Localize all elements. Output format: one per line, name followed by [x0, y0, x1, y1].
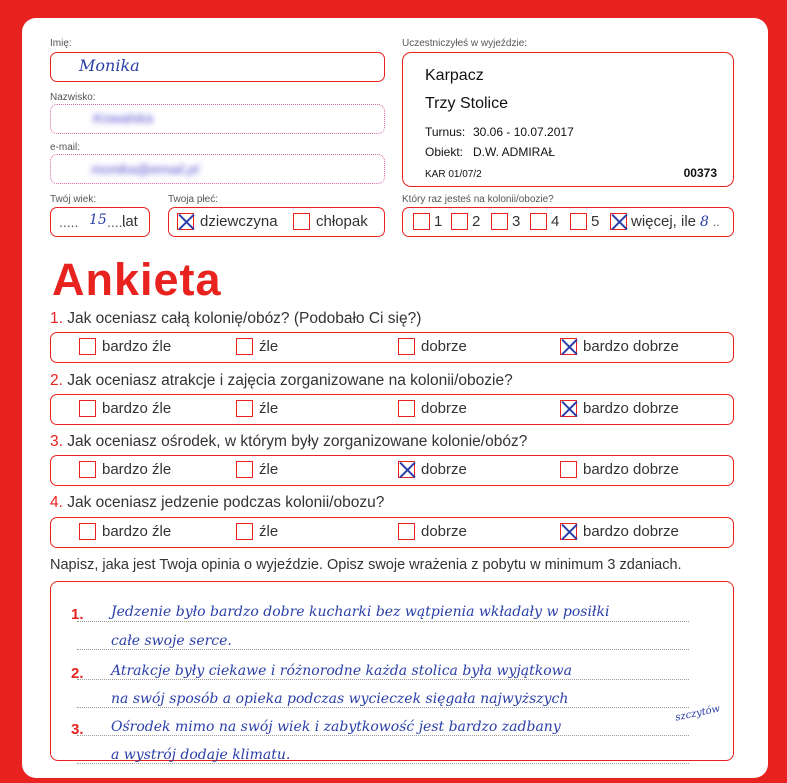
checkbox-count-more[interactable] — [610, 213, 627, 230]
answer-option-q3-1[interactable] — [79, 461, 171, 478]
question-1-num: 1. — [50, 310, 63, 327]
opinion-num-3: 3. — [71, 721, 84, 738]
name-field[interactable] — [50, 52, 385, 82]
answer-label: dobrze — [421, 338, 467, 355]
email-label: e-mail: — [50, 142, 81, 153]
age-dots: ..... — [59, 214, 79, 230]
answer-label: bardzo dobrze — [583, 523, 679, 540]
question-2-num: 2. — [50, 372, 63, 389]
checkbox-q4-1[interactable] — [79, 523, 96, 540]
trip-object-value: D.W. ADMIRAŁ — [473, 145, 556, 159]
answer-label: bardzo źle — [102, 400, 172, 417]
checkbox-q4-3[interactable] — [398, 523, 415, 540]
opinion-num-1: 1. — [71, 606, 84, 623]
opinion-text-4: na swój sposób a opieka podczas wycieczek sięgała najwyższych — [111, 691, 569, 707]
checkbox-q2-4[interactable] — [560, 400, 577, 417]
opinion-text-3: Atrakcje były ciekawe i różnorodne każda stolica była wyjątkowa — [111, 663, 573, 679]
checkbox-count-3[interactable] — [491, 213, 508, 230]
answer-option-q4-2[interactable] — [236, 523, 278, 540]
answer-label: źle — [259, 338, 279, 355]
answer-label: źle — [259, 523, 279, 540]
count-more-dots: .. — [712, 214, 720, 229]
count-1-label: 1 — [434, 213, 443, 230]
survey-title: Ankieta — [52, 254, 222, 305]
question-1-text: Jak oceniasz całą kolonię/obóz? (Podobało Ci się?) — [67, 310, 422, 327]
trip-number: 00373 — [683, 166, 717, 180]
count-option-1[interactable] — [413, 213, 442, 230]
answer-label: bardzo dobrze — [583, 400, 679, 417]
trip-info-box — [402, 52, 734, 187]
checkbox-q1-4[interactable] — [560, 338, 577, 355]
answer-label: dobrze — [421, 523, 467, 540]
answer-option-q2-2[interactable] — [236, 400, 278, 417]
checkbox-q3-3[interactable] — [398, 461, 415, 478]
checkbox-count-1[interactable] — [413, 213, 430, 230]
count-more-label: więcej, ile — [631, 213, 697, 230]
opinion-text-6: a wystrój dodaje klimatu. — [111, 747, 291, 763]
question-1 — [50, 310, 421, 328]
answer-label: bardzo źle — [102, 523, 172, 540]
answer-option-q4-3[interactable] — [398, 523, 467, 540]
checkbox-male[interactable] — [293, 213, 310, 230]
checkbox-count-5[interactable] — [570, 213, 587, 230]
question-4-num: 4. — [50, 494, 63, 511]
answer-option-q1-3[interactable] — [398, 338, 467, 355]
count-label: Który raz jesteś na kolonii/obozie? — [402, 194, 554, 205]
answer-option-q1-1[interactable] — [79, 338, 171, 355]
question-4-text: Jak oceniasz jedzenie podczas kolonii/obozu? — [67, 494, 385, 511]
answer-label: źle — [259, 400, 279, 417]
gender-female-label: dziewczyna — [200, 213, 278, 230]
age-field[interactable] — [50, 207, 150, 237]
count-option-3[interactable] — [491, 213, 520, 230]
answer-option-q2-1[interactable] — [79, 400, 171, 417]
gender-option-male[interactable] — [293, 213, 368, 230]
count-field — [402, 207, 734, 237]
question-2 — [50, 372, 513, 390]
answer-row-4 — [50, 517, 734, 548]
surname-field[interactable] — [50, 104, 385, 134]
answer-row-1 — [50, 332, 734, 363]
question-3-num: 3. — [50, 433, 63, 450]
answer-option-q1-4[interactable] — [560, 338, 679, 355]
answer-label: dobrze — [421, 461, 467, 478]
trip-place: Karpacz — [425, 67, 484, 84]
answer-option-q2-3[interactable] — [398, 400, 467, 417]
answer-label: bardzo dobrze — [583, 461, 679, 478]
count-4-label: 4 — [551, 213, 560, 230]
checkbox-q1-2[interactable] — [236, 338, 253, 355]
count-more-value: 8 — [700, 213, 709, 230]
age-label: Twój wiek: — [50, 194, 97, 205]
survey-sheet — [22, 18, 768, 778]
trip-label: Uczestniczyłeś w wyjeździe: — [402, 38, 528, 49]
surname-label: Nazwisko: — [50, 92, 96, 103]
gender-label: Twoja płeć: — [168, 194, 219, 205]
checkbox-count-4[interactable] — [530, 213, 547, 230]
opinion-insert-word: szczytów — [674, 703, 722, 724]
answer-option-q2-4[interactable] — [560, 400, 679, 417]
opinion-text-5: Ośrodek mimo na swój wiek i zabytkowość jest bardzo zadbany — [111, 719, 561, 735]
trip-term-value: 30.06 - 10.07.2017 — [473, 125, 574, 139]
answer-row-2 — [50, 394, 734, 425]
answer-row-3 — [50, 455, 734, 486]
question-3 — [50, 433, 527, 451]
checkbox-count-2[interactable] — [451, 213, 468, 230]
checkbox-q1-3[interactable] — [398, 338, 415, 355]
question-3-text: Jak oceniasz ośrodek, w którym były zorganizowane kolonie/obóz? — [67, 433, 528, 450]
answer-option-q4-1[interactable] — [79, 523, 171, 540]
question-4 — [50, 494, 384, 512]
trip-code: KAR 01/07/2 — [425, 169, 482, 180]
answer-label: bardzo źle — [102, 338, 172, 355]
answer-label: bardzo źle — [102, 461, 172, 478]
gender-field — [168, 207, 385, 237]
answer-option-q3-4[interactable] — [560, 461, 679, 478]
surname-value: Kowalska — [93, 110, 153, 126]
count-option-more[interactable] — [610, 213, 720, 230]
question-2-text: Jak oceniasz atrakcje i zajęcia zorganizowane na kolonii/obozie? — [67, 372, 513, 389]
gender-option-female[interactable] — [177, 213, 278, 230]
count-option-4[interactable] — [530, 213, 559, 230]
checkbox-q4-4[interactable] — [560, 523, 577, 540]
age-value: 15 — [89, 212, 107, 228]
checkbox-q2-1[interactable] — [79, 400, 96, 417]
name-label: Imię: — [50, 38, 72, 49]
opinion-box[interactable] — [50, 581, 734, 761]
checkbox-q4-2[interactable] — [236, 523, 253, 540]
checkbox-q1-1[interactable] — [79, 338, 96, 355]
answer-label: dobrze — [421, 400, 467, 417]
answer-option-q3-3[interactable] — [398, 461, 467, 478]
answer-label: źle — [259, 461, 279, 478]
checkbox-q2-2[interactable] — [236, 400, 253, 417]
age-dots-2: ..... — [107, 214, 127, 230]
checkbox-q3-4[interactable] — [560, 461, 577, 478]
name-value: Monika — [79, 56, 140, 75]
answer-option-q3-2[interactable] — [236, 461, 278, 478]
opinion-prompt: Napisz, jaka jest Twoja opinia o wyjeździe. Opisz swoje wrażenia z pobytu w minimum 3 zdaniach. — [50, 557, 682, 573]
checkbox-q2-3[interactable] — [398, 400, 415, 417]
opinion-text-2: całe swoje serce. — [111, 633, 232, 649]
answer-option-q1-2[interactable] — [236, 338, 278, 355]
count-option-2[interactable] — [451, 213, 480, 230]
trip-object-label: Obiekt: — [425, 145, 464, 159]
checkbox-female[interactable] — [177, 213, 194, 230]
count-3-label: 3 — [512, 213, 521, 230]
email-field[interactable] — [50, 154, 385, 184]
gender-male-label: chłopak — [316, 213, 368, 230]
opinion-num-2: 2. — [71, 665, 84, 682]
count-2-label: 2 — [472, 213, 481, 230]
answer-label: bardzo dobrze — [583, 338, 679, 355]
trip-name: Trzy Stolice — [425, 95, 508, 112]
count-option-5[interactable] — [570, 213, 599, 230]
answer-option-q4-4[interactable] — [560, 523, 679, 540]
opinion-text-1: Jedzenie było bardzo dobre kucharki bez wątpienia wkładały w posiłki — [111, 604, 610, 620]
trip-term-label: Turnus: — [425, 125, 466, 139]
checkbox-q3-2[interactable] — [236, 461, 253, 478]
checkbox-q3-1[interactable] — [79, 461, 96, 478]
age-unit: lat — [122, 213, 138, 230]
count-5-label: 5 — [591, 213, 600, 230]
email-value: monika@email.pl — [91, 161, 199, 177]
